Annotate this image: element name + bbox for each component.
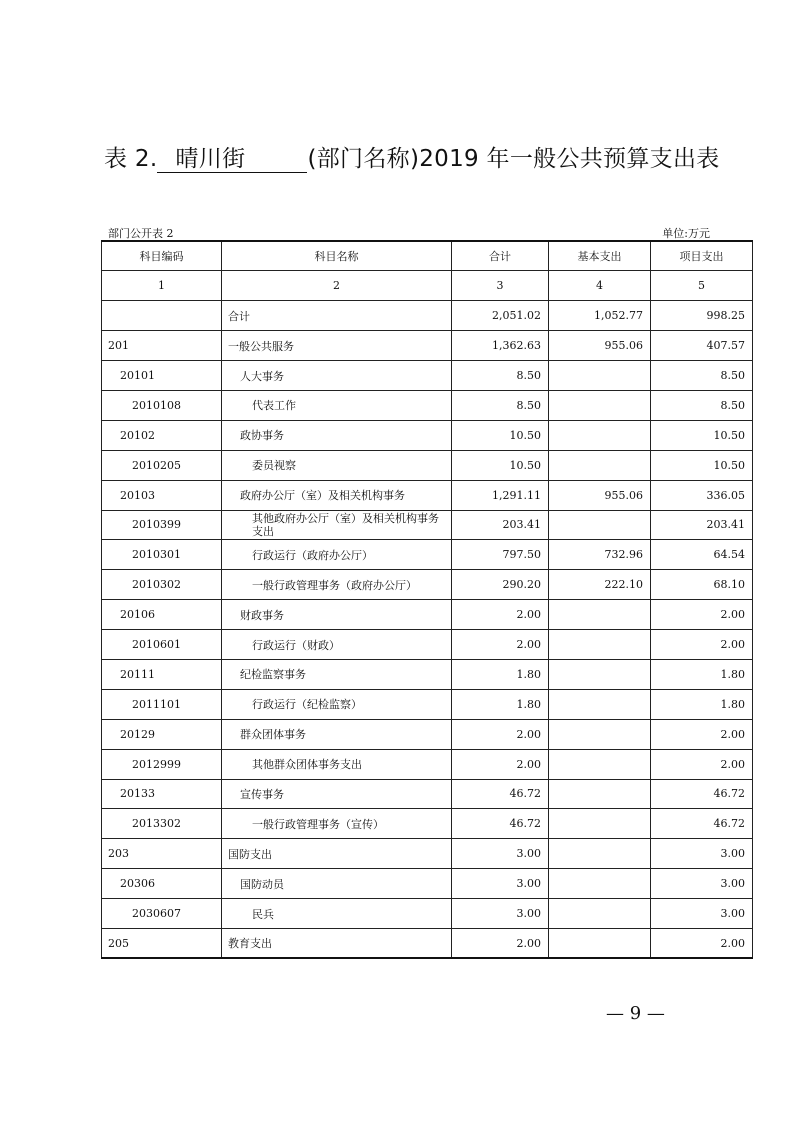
subject-name-cell: 民兵: [222, 899, 452, 929]
subject-name-cell: 人大事务: [222, 361, 452, 391]
unit-label: 单位:万元: [662, 227, 710, 240]
subject-name-cell: 一般公共服务: [222, 331, 452, 361]
table-id-label: 部门公开表 2: [108, 227, 174, 240]
basic-expense-cell: [549, 869, 651, 899]
subject-name-cell: 国防动员: [222, 869, 452, 899]
subject-code-cell: 205: [102, 928, 222, 958]
header-project: 项目支出: [651, 241, 753, 271]
table-row: [102, 869, 753, 899]
index-row: [102, 271, 753, 301]
subject-code-cell: 20103: [102, 480, 222, 510]
subject-code-cell: 2010205: [102, 450, 222, 480]
total-cell: 1.80: [452, 659, 549, 689]
subject-code-cell: 20133: [102, 779, 222, 809]
total-cell: 2.00: [452, 749, 549, 779]
subject-name-cell: 政协事务: [222, 420, 452, 450]
basic-expense-cell: [549, 659, 651, 689]
page-number: — 9 —: [606, 1003, 665, 1024]
table-row: [102, 630, 753, 660]
index-cell: 3: [452, 271, 549, 301]
subject-code-cell: 2010601: [102, 630, 222, 660]
total-cell: 2.00: [452, 928, 549, 958]
subject-code-cell: 203: [102, 839, 222, 869]
title-suffix: (部门名称)2019 年一般公共预算支出表: [307, 146, 720, 172]
subject-name-cell: 财政事务: [222, 600, 452, 630]
total-cell: 3.00: [452, 899, 549, 929]
total-cell: 290.20: [452, 570, 549, 600]
project-expense-cell: 203.41: [651, 510, 753, 540]
project-expense-cell: 407.57: [651, 331, 753, 361]
subject-name-cell: 一般行政管理事务（政府办公厅）: [222, 570, 452, 600]
subject-name-cell: 纪检监察事务: [222, 659, 452, 689]
basic-expense-cell: 732.96: [549, 540, 651, 570]
basic-expense-cell: 955.06: [549, 480, 651, 510]
subject-code-cell: 20129: [102, 719, 222, 749]
page-title: [104, 140, 720, 173]
basic-expense-cell: [549, 779, 651, 809]
subject-name-cell: 合计: [222, 301, 452, 331]
table-row: [102, 689, 753, 719]
subject-code-cell: 2010108: [102, 390, 222, 420]
subject-code-cell: 2010301: [102, 540, 222, 570]
basic-expense-cell: [549, 600, 651, 630]
subject-name-cell: 其他政府办公厅（室）及相关机构事务支出: [222, 510, 452, 540]
subject-code-cell: 2030607: [102, 899, 222, 929]
basic-expense-cell: 222.10: [549, 570, 651, 600]
project-expense-cell: 2.00: [651, 600, 753, 630]
table-row: [102, 450, 753, 480]
subject-name-cell: 国防支出: [222, 839, 452, 869]
basic-expense-cell: [549, 719, 651, 749]
subject-name-cell: 政府办公厅（室）及相关机构事务: [222, 480, 452, 510]
project-expense-cell: 8.50: [651, 390, 753, 420]
project-expense-cell: 2.00: [651, 630, 753, 660]
subject-name-cell: 行政运行（纪检监察）: [222, 689, 452, 719]
project-expense-cell: 64.54: [651, 540, 753, 570]
basic-expense-cell: [549, 839, 651, 869]
basic-expense-cell: 955.06: [549, 331, 651, 361]
index-cell: 1: [102, 271, 222, 301]
project-expense-cell: 998.25: [651, 301, 753, 331]
total-cell: 1,291.11: [452, 480, 549, 510]
basic-expense-cell: [549, 630, 651, 660]
subject-code-cell: 201: [102, 331, 222, 361]
basic-expense-cell: [549, 420, 651, 450]
header-total: 合计: [452, 241, 549, 271]
basic-expense-cell: [549, 510, 651, 540]
total-cell: 46.72: [452, 779, 549, 809]
basic-expense-cell: [549, 928, 651, 958]
basic-expense-cell: [549, 749, 651, 779]
project-expense-cell: 1.80: [651, 689, 753, 719]
subject-name-cell: 其他群众团体事务支出: [222, 749, 452, 779]
header-code: 科目编码: [102, 241, 222, 271]
subject-code-cell: 2013302: [102, 809, 222, 839]
table-row: [102, 570, 753, 600]
total-cell: 8.50: [452, 390, 549, 420]
total-cell: 8.50: [452, 361, 549, 391]
header-name: 科目名称: [222, 241, 452, 271]
index-cell: 4: [549, 271, 651, 301]
table-row: [102, 600, 753, 630]
subject-name-cell: 行政运行（财政）: [222, 630, 452, 660]
project-expense-cell: 46.72: [651, 809, 753, 839]
project-expense-cell: 2.00: [651, 928, 753, 958]
subject-name-cell: 宣传事务: [222, 779, 452, 809]
total-cell: 2.00: [452, 600, 549, 630]
basic-expense-cell: [549, 899, 651, 929]
subject-code-cell: 20111: [102, 659, 222, 689]
subject-code-cell: 20106: [102, 600, 222, 630]
budget-table: [101, 240, 753, 959]
project-expense-cell: 10.50: [651, 420, 753, 450]
header-basic: 基本支出: [549, 241, 651, 271]
index-cell: 5: [651, 271, 753, 301]
project-expense-cell: 3.00: [651, 839, 753, 869]
table-row: [102, 301, 753, 331]
table-row: [102, 659, 753, 689]
project-expense-cell: 3.00: [651, 899, 753, 929]
basic-expense-cell: 1,052.77: [549, 301, 651, 331]
project-expense-cell: 46.72: [651, 779, 753, 809]
total-cell: 10.50: [452, 450, 549, 480]
basic-expense-cell: [549, 809, 651, 839]
project-expense-cell: 2.00: [651, 719, 753, 749]
total-cell: 46.72: [452, 809, 549, 839]
project-expense-cell: 8.50: [651, 361, 753, 391]
subject-code-cell: 2012999: [102, 749, 222, 779]
total-cell: 2,051.02: [452, 301, 549, 331]
subject-code-cell: 2010302: [102, 570, 222, 600]
subject-code-cell: [102, 301, 222, 331]
basic-expense-cell: [549, 450, 651, 480]
table-row: [102, 540, 753, 570]
table-row: [102, 719, 753, 749]
subject-code-cell: 20101: [102, 361, 222, 391]
total-cell: 3.00: [452, 869, 549, 899]
table-row: [102, 480, 753, 510]
table-row: [102, 928, 753, 958]
department-name: 晴川街: [157, 146, 307, 173]
subject-code-cell: 20102: [102, 420, 222, 450]
table-row: [102, 420, 753, 450]
table-row: [102, 839, 753, 869]
table-row: [102, 899, 753, 929]
project-expense-cell: 10.50: [651, 450, 753, 480]
subject-name-cell: 教育支出: [222, 928, 452, 958]
total-cell: 10.50: [452, 420, 549, 450]
table-row: [102, 390, 753, 420]
basic-expense-cell: [549, 361, 651, 391]
header-row: [102, 241, 753, 271]
table-row: [102, 361, 753, 391]
total-cell: 1.80: [452, 689, 549, 719]
total-cell: 3.00: [452, 839, 549, 869]
subject-name-cell: 代表工作: [222, 390, 452, 420]
basic-expense-cell: [549, 689, 651, 719]
basic-expense-cell: [549, 390, 651, 420]
table-row: [102, 749, 753, 779]
table-row: [102, 809, 753, 839]
subject-code-cell: 2010399: [102, 510, 222, 540]
total-cell: 2.00: [452, 630, 549, 660]
subject-name-cell: 一般行政管理事务（宣传）: [222, 809, 452, 839]
subject-name-cell: 委员视察: [222, 450, 452, 480]
project-expense-cell: 3.00: [651, 869, 753, 899]
project-expense-cell: 1.80: [651, 659, 753, 689]
index-cell: 2: [222, 271, 452, 301]
total-cell: 1,362.63: [452, 331, 549, 361]
total-cell: 797.50: [452, 540, 549, 570]
project-expense-cell: 68.10: [651, 570, 753, 600]
total-cell: 2.00: [452, 719, 549, 749]
table-row: [102, 331, 753, 361]
total-cell: 203.41: [452, 510, 549, 540]
table-row: [102, 510, 753, 540]
title-prefix: 表 2.: [104, 146, 158, 172]
subject-name-cell: 行政运行（政府办公厅）: [222, 540, 452, 570]
table-row: [102, 779, 753, 809]
project-expense-cell: 336.05: [651, 480, 753, 510]
subject-code-cell: 2011101: [102, 689, 222, 719]
subject-code-cell: 20306: [102, 869, 222, 899]
subject-name-cell: 群众团体事务: [222, 719, 452, 749]
project-expense-cell: 2.00: [651, 749, 753, 779]
